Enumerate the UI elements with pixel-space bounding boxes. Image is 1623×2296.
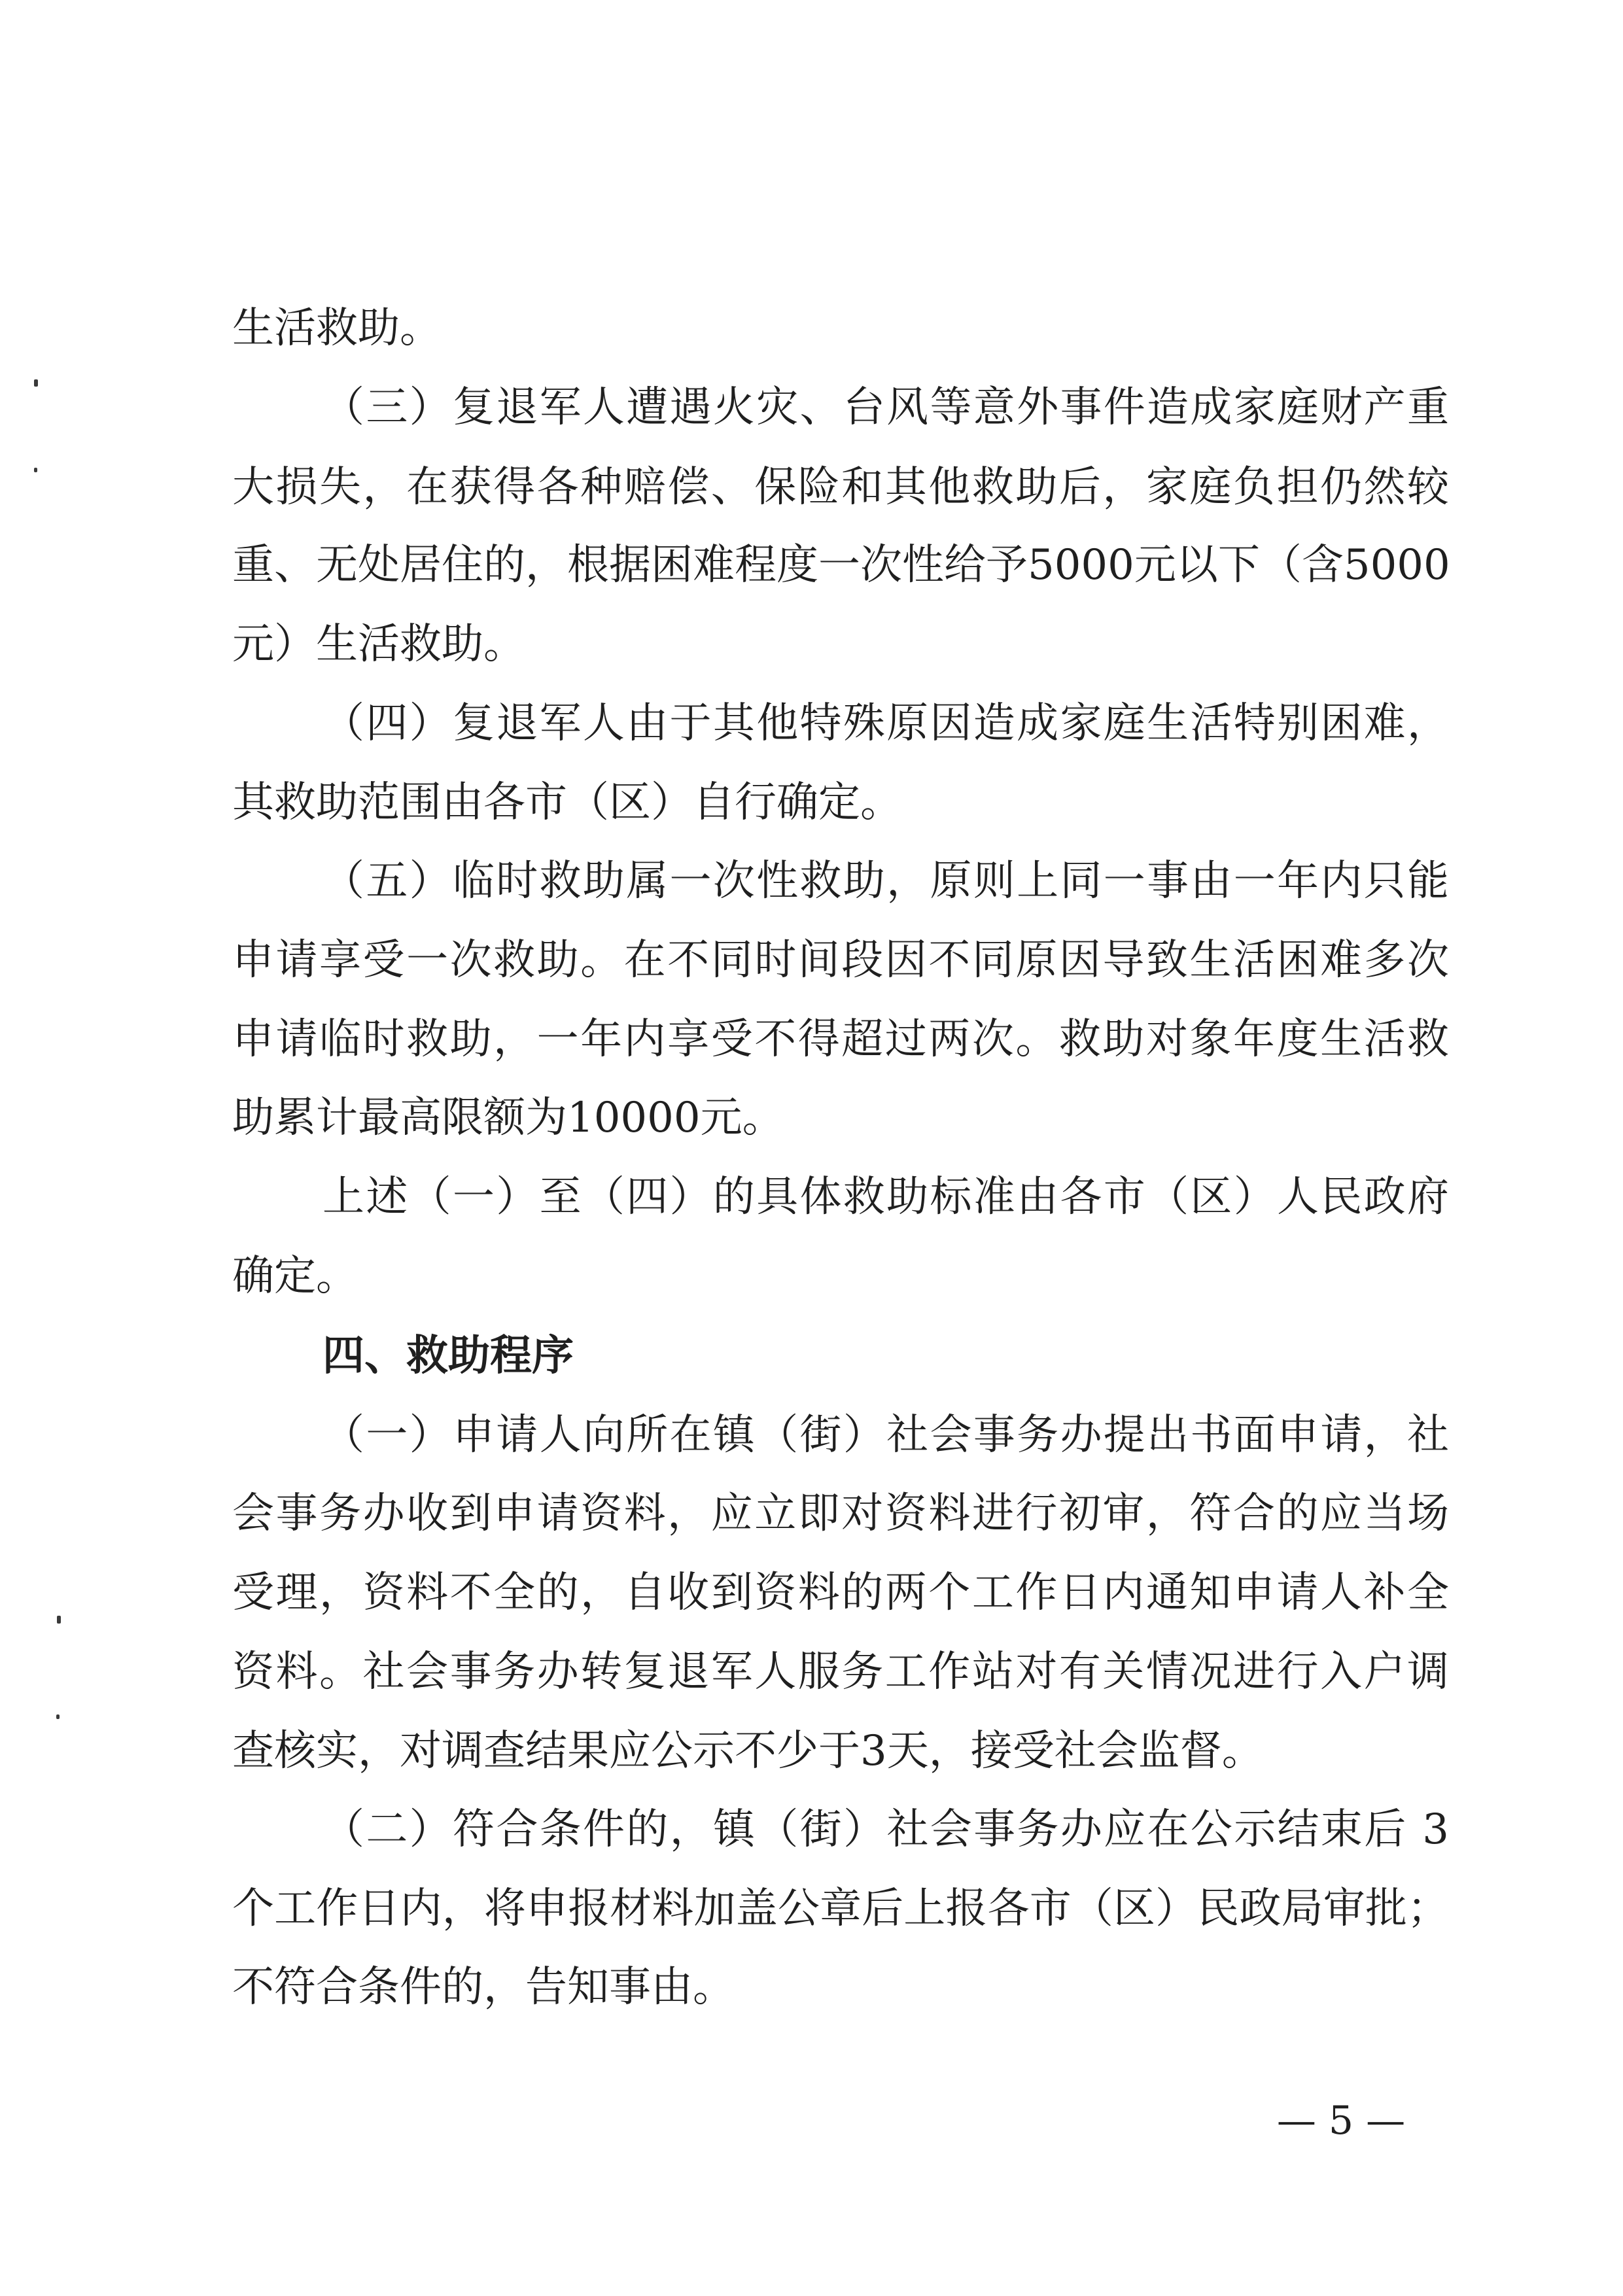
section-heading: 四、救助程序 (323, 1332, 574, 1380)
page-number: — 5 — (1276, 2098, 1406, 2144)
scan-speck (34, 468, 37, 472)
text-line: 申请享受一次救助。在不同时间段因不同原因导致生活困难多次 (232, 936, 1449, 984)
scan-speck (57, 1616, 61, 1624)
text-line: 查核实，对调查结果应公示不少于3天，接受社会监督。 (232, 1727, 1264, 1775)
text-line: 确定。 (232, 1252, 358, 1300)
text-line: 个工作日内，将申报材料加盖公章后上报各市（区）民政局审批； (232, 1885, 1449, 1933)
text-line: 大损失，在获得各种赔偿、保险和其他救助后，家庭负担仍然较 (232, 463, 1449, 512)
text-line: （四）复退军人由于其他特殊原因造成家庭生活特别困难， (323, 699, 1449, 748)
text-line: 上述（一）至（四）的具体救助标准由各市（区）人民政府 (323, 1173, 1449, 1221)
text-line: 会事务办收到申请资料，应立即对资料进行初审，符合的应当场 (232, 1489, 1449, 1538)
text-line: 重、无处居住的，根据困难程度一次性给予5000元以下（含5000 (232, 541, 1450, 589)
text-line: 助累计最高限额为10000元。 (232, 1094, 784, 1142)
text-line: 受理，资料不全的，自收到资料的两个工作日内通知申请人补全 (232, 1569, 1449, 1617)
text-line: 申请临时救助，一年内享受不得超过两次。救助对象年度生活救 (232, 1015, 1449, 1064)
text-line: （一）申请人向所在镇（街）社会事务办提出书面申请，社 (323, 1411, 1449, 1459)
scan-speck (56, 1714, 60, 1719)
text-line: （五）临时救助属一次性救助，原则上同一事由一年内只能 (323, 857, 1449, 905)
text-line: 其救助范围由各市（区）自行确定。 (232, 778, 902, 827)
text-line: 生活救助。 (232, 304, 442, 353)
text-line: 元）生活救助。 (232, 620, 525, 669)
text-line: （二）符合条件的，镇（街）社会事务办应在公示结束后 3 (323, 1805, 1449, 1854)
text-line: 资料。社会事务办转复退军人服务工作站对有关情况进行入户调 (232, 1648, 1449, 1696)
text-line: （三）复退军人遭遇火灾、台风等意外事件造成家庭财产重 (323, 383, 1449, 432)
text-line: 不符合条件的，告知事由。 (232, 1963, 735, 2011)
scan-speck (34, 379, 38, 387)
